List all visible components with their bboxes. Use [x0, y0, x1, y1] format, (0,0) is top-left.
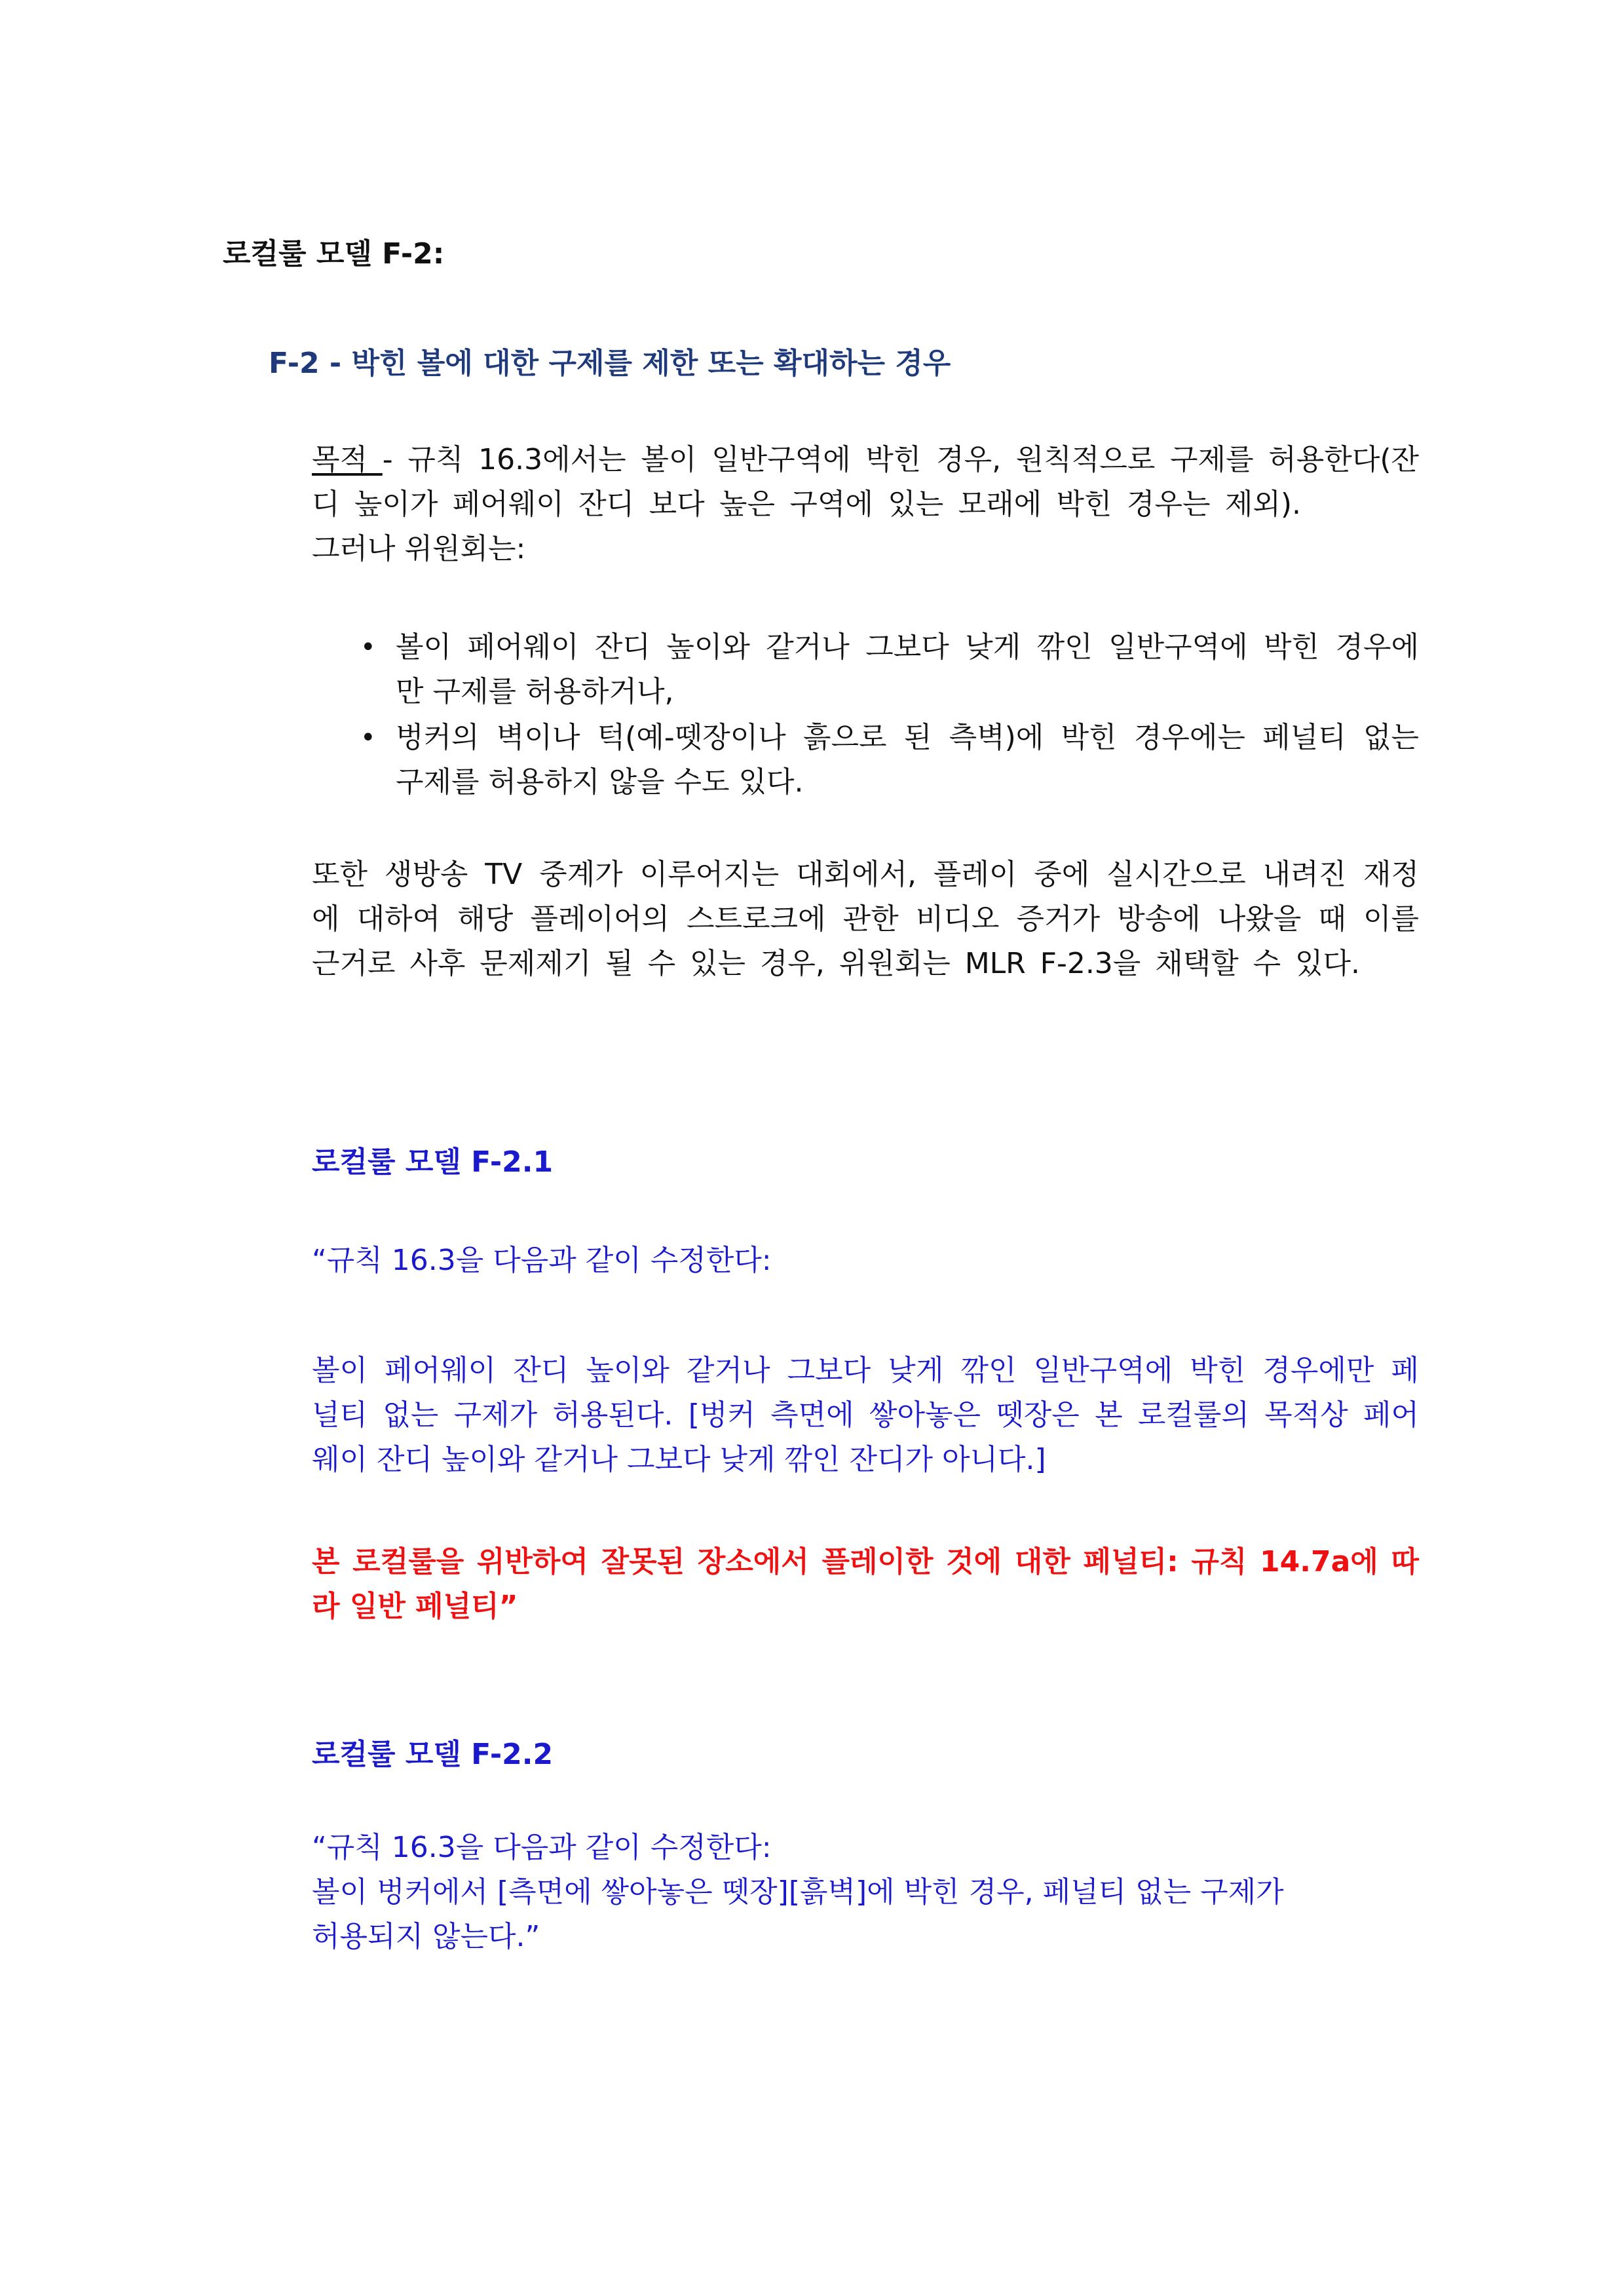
bullet-1-line-1: 볼이 페어웨이 잔디 높이와 같거나 그보다 낮게 깎인 일반구역에 박힌 경우에	[396, 630, 1419, 664]
model-f21-penalty-line-1: 본 로컬룰을 위반하여 잘못된 장소에서 플레이한 것에 대한 페널티: 규칙 14.7a에 따	[312, 1545, 1419, 1578]
purpose-line-2: 디 높이가 페어웨이 잔디 보다 높은 구역에 있는 모래에 박힌 경우는 제외).	[312, 488, 1301, 521]
purpose-label: 목적	[312, 443, 383, 476]
bullet-icon: •	[360, 632, 376, 662]
broadcast-line-3: 근거로 사후 문제제기 될 수 있는 경우, 위원회는 MLR F-2.3을 채택할 수 있다.	[312, 947, 1360, 980]
section-title: F-2 - 박힌 볼에 대한 구제를 제한 또는 확대하는 경우	[269, 347, 951, 380]
model-f21-body-line-1: 볼이 페어웨이 잔디 높이와 같거나 그보다 낮게 깎인 일반구역에 박힌 경우에만 페	[312, 1354, 1419, 1387]
bullet-2-line-2: 구제를 허용하지 않을 수도 있다.	[396, 765, 804, 799]
model-f21-body-line-3: 웨이 잔디 높이와 같거나 그보다 낮게 깎인 잔디가 아니다.]	[312, 1443, 1046, 1476]
bullet-icon: •	[360, 723, 376, 753]
model-f21-body-line-2: 널티 없는 구제가 허용된다. [벙커 측면에 쌓아놓은 뗏장은 본 로컬룰의 목적상 페어	[312, 1398, 1419, 1432]
broadcast-line-1: 또한 생방송 TV 중계가 이루어지는 대회에서, 플레이 중에 실시간으로 내려진 재정	[312, 858, 1419, 891]
model-f22-intro: “규칙 16.3을 다음과 같이 수정한다:	[312, 1831, 772, 1864]
model-f21-intro: “규칙 16.3을 다음과 같이 수정한다:	[312, 1244, 772, 1277]
model-f22-title: 로컬룰 모델 F-2.2	[312, 1738, 554, 1771]
model-f21-title: 로컬룰 모델 F-2.1	[312, 1145, 554, 1179]
page-title: 로컬룰 모델 F-2:	[223, 237, 445, 271]
model-f22-body-line-1: 볼이 벙커에서 [측면에 쌓아놓은 뗏장][흙벽]에 박힌 경우, 페널티 없는 구제가	[312, 1875, 1284, 1909]
model-f22-body-line-2: 허용되지 않는다.”	[312, 1920, 540, 1953]
purpose-line-3: 그러나 위원회는:	[312, 532, 526, 565]
broadcast-line-2: 에 대하여 해당 플레이어의 스트로크에 관한 비디오 증거가 방송에 나왔을 때 이를	[312, 902, 1419, 936]
purpose-line-1	[312, 440, 1419, 480]
purpose-line-1-text: - 규칙 16.3에서는 볼이 일반구역에 박힌 경우, 원칙적으로 구제를 허용한다(잔	[382, 443, 1419, 476]
model-f21-penalty-line-2: 라 일반 페널티”	[312, 1590, 518, 1623]
bullet-2-line-1: 벙커의 벽이나 턱(예-뗏장이나 흙으로 된 측벽)에 박힌 경우에는 페널티 없는	[396, 721, 1420, 754]
bullet-1-line-2: 만 구제를 허용하거나,	[396, 675, 674, 708]
